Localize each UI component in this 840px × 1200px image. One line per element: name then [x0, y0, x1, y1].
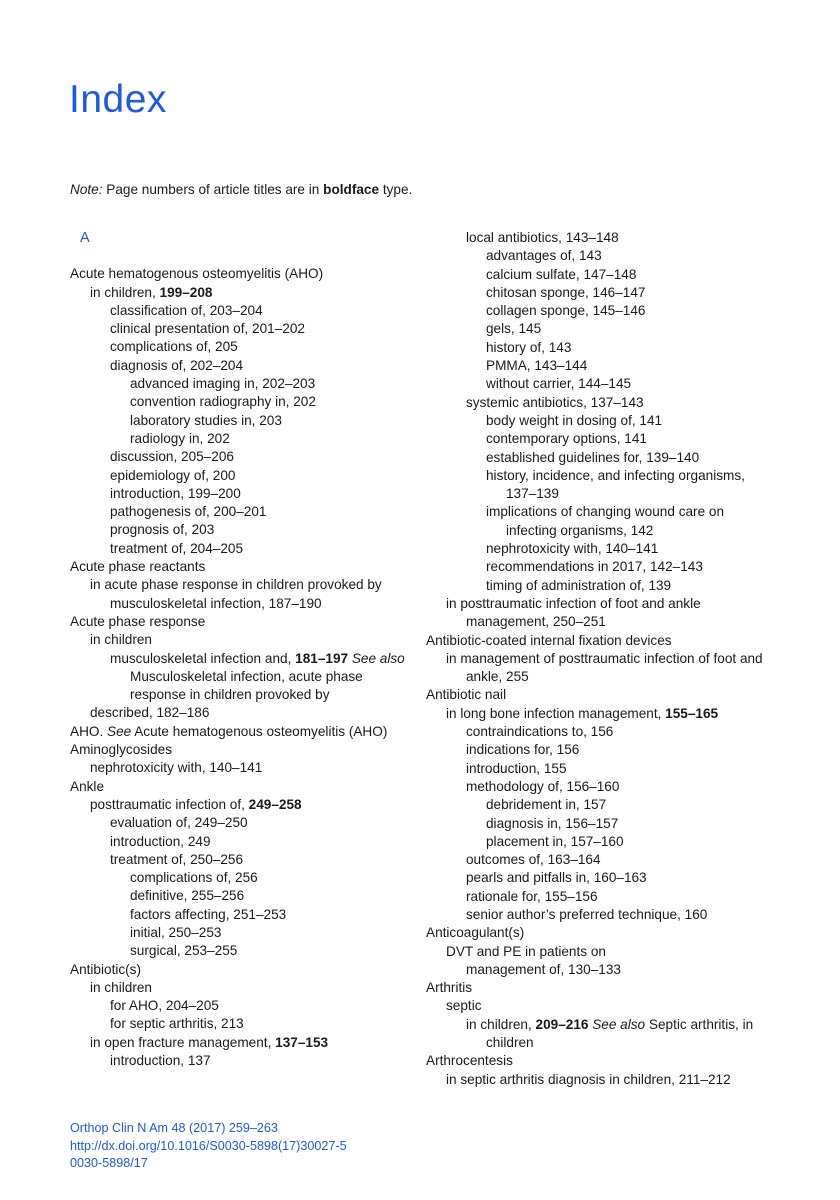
entry-text: Acute phase reactants [70, 559, 206, 575]
entry-text: contemporary options, 141 [486, 431, 647, 447]
index-entry [426, 869, 776, 887]
note-boldface: boldface [323, 182, 380, 197]
entry-text: Arthrocentesis [426, 1053, 513, 1069]
index-entry [426, 595, 776, 632]
index-note [70, 181, 412, 199]
index-entry [70, 887, 420, 905]
entry-text: calcium sulfate, 147–148 [486, 266, 637, 282]
index-entry [70, 704, 420, 722]
index-entry [426, 796, 776, 814]
index-entry [70, 942, 420, 960]
entry-text: radiology in, 202 [130, 430, 230, 446]
entry-text: Antibiotic-coated internal fixation devices [426, 632, 672, 648]
note-text-end: type. [382, 182, 413, 197]
index-entry [70, 1034, 420, 1052]
index-entry [426, 1016, 776, 1053]
entry-text: diagnosis of, 202–204 [110, 357, 244, 373]
entry-text: in children, [466, 1016, 536, 1032]
entry-text: senior author’s preferred technique, 160 [466, 906, 708, 922]
index-entry [426, 412, 776, 430]
entry-text: nephrotoxicity with, 140–141 [90, 760, 263, 776]
note-label: Note: [70, 182, 103, 197]
index-entry [70, 723, 420, 741]
index-entry [70, 448, 420, 466]
index-entry [70, 650, 420, 705]
index-entry [426, 943, 776, 961]
index-entry [426, 705, 776, 723]
index-entry [70, 393, 420, 411]
index-entry [426, 1052, 776, 1070]
index-entry [426, 997, 776, 1015]
index-entry [70, 613, 420, 631]
index-entry [70, 851, 420, 869]
index-entry [70, 1015, 420, 1033]
entry-text: complications of, 256 [130, 870, 258, 886]
page-range-bold: 199–208 [159, 284, 213, 300]
page-range-bold: 181–197 [295, 650, 349, 666]
entry-text: management of, 130–133 [466, 961, 621, 977]
index-entry [70, 869, 420, 887]
index-entry [426, 247, 776, 265]
entry-text: contraindications to, 156 [466, 724, 614, 740]
index-entry [426, 394, 776, 412]
entry-text: Acute phase response [70, 613, 206, 629]
index-entry [70, 979, 420, 997]
entry-text: implications of changing wound care on infecting organisms, 142 [486, 504, 725, 538]
index-entry [426, 449, 776, 467]
entry-text: introduction, 137 [110, 1053, 211, 1069]
entry-text: factors affecting, 251–253 [130, 906, 287, 922]
entry-text: collagen sponge, 145–146 [486, 303, 646, 319]
entry-text: in septic arthritis diagnosis in children, 211–212 [446, 1071, 731, 1087]
index-entry [70, 521, 420, 539]
index-entry [426, 577, 776, 595]
entry-text: posttraumatic infection of, [90, 796, 249, 812]
entry-text: systemic antibiotics, 137–143 [466, 394, 644, 410]
entry-text: described, 182–186 [90, 705, 210, 721]
index-entry [426, 302, 776, 320]
page-range-bold: 209–216 [535, 1016, 589, 1032]
entry-text: methodology of, 156–160 [466, 778, 620, 794]
entry-text: advantages of, 143 [486, 248, 602, 264]
entry-text: musculoskeletal infection and, [110, 650, 296, 666]
entry-text: placement in, 157–160 [486, 833, 624, 849]
index-entry [426, 961, 776, 979]
entry-text: septic [446, 998, 482, 1014]
index-column-left [70, 229, 420, 1070]
letter-heading: A [80, 230, 90, 246]
entry-text: evaluation of, 249–250 [110, 815, 248, 831]
index-entry [70, 375, 420, 393]
index-entry [70, 357, 420, 375]
index-entry [70, 631, 420, 649]
index-entry [70, 576, 420, 613]
index-entry [426, 686, 776, 704]
index-entry [426, 266, 776, 284]
index-entry [70, 759, 420, 777]
entry-text: pathogenesis of, 200–201 [110, 504, 267, 520]
index-entry [426, 540, 776, 558]
index-entry [426, 760, 776, 778]
index-entry [70, 558, 420, 576]
entry-text: AHO. [70, 723, 108, 739]
page-title: Index [69, 78, 167, 121]
note-text: Page numbers of article titles are in [106, 182, 320, 197]
index-entry [426, 741, 776, 759]
entry-text: prognosis of, 203 [110, 522, 215, 538]
index-entry [426, 430, 776, 448]
entry-text: in management of posttraumatic infection of foot and ankle, 255 [446, 650, 763, 685]
entry-text: for AHO, 204–205 [110, 998, 219, 1014]
index-entry [70, 540, 420, 558]
index-entry [426, 650, 776, 687]
entry-text: in acute phase response in children provoked by musculoskeletal infection, 187–190 [90, 577, 382, 611]
see-also: See also [351, 650, 405, 666]
index-entry [70, 265, 420, 283]
index-entry [70, 814, 420, 832]
entry-text: timing of administration of, 139 [486, 577, 672, 593]
index-entry [70, 997, 420, 1015]
index-column-right [426, 229, 776, 1089]
entry-text: rationale for, 155–156 [466, 888, 598, 904]
entry-text: PMMA, 143–144 [486, 358, 588, 374]
index-entry [426, 632, 776, 650]
entry-text: convention radiography in, 202 [130, 394, 316, 410]
entry-text: without carrier, 144–145 [486, 376, 632, 392]
page-range-bold: 155–165 [665, 705, 719, 721]
entry-text: DVT and PE in patients on [446, 943, 606, 959]
entry-text: surgical, 253–255 [130, 943, 238, 959]
index-entry [70, 467, 420, 485]
page-range-bold: 249–258 [248, 796, 302, 812]
entry-text: Ankle [70, 778, 105, 794]
entry-text: Acute hematogenous osteomyelitis (AHO) [70, 266, 324, 282]
entry-text: complications of, 205 [110, 339, 238, 355]
entry-text: history, incidence, and infecting organisms, 137–139 [486, 467, 745, 502]
entry-text: definitive, 255–256 [130, 888, 245, 904]
index-entry [426, 924, 776, 942]
entry-text: chitosan sponge, 146–147 [486, 284, 646, 300]
index-entry [70, 338, 420, 356]
entry-text: treatment of, 250–256 [110, 851, 244, 867]
entry-text: Septic arthritis, in children [486, 1016, 754, 1051]
right-entry-list [426, 229, 776, 1089]
index-entry [70, 833, 420, 851]
entry-text: for septic arthritis, 213 [110, 1016, 244, 1032]
index-entry [426, 320, 776, 338]
footer [70, 1120, 347, 1173]
entry-text: introduction, 199–200 [110, 485, 241, 501]
entry-text: in posttraumatic infection of foot and ankle management, 250–251 [446, 595, 701, 630]
entry-text: in children [90, 979, 152, 995]
page-range-bold: 137–153 [275, 1034, 329, 1050]
entry-text: gels, 145 [486, 321, 542, 337]
index-entry [70, 430, 420, 448]
entry-text: indications for, 156 [466, 742, 580, 758]
index-entry [426, 357, 776, 375]
entry-text: in open fracture management, [90, 1034, 276, 1050]
journal-citation: Orthop Clin N Am 48 (2017) 259–263 [70, 1121, 278, 1135]
entry-text: classification of, 203–204 [110, 302, 263, 318]
index-entry [70, 961, 420, 979]
index-entry [426, 833, 776, 851]
entry-text: Acute hematogenous osteomyelitis (AHO) [131, 723, 388, 739]
index-entry [426, 906, 776, 924]
index-entry [426, 339, 776, 357]
entry-text: outcomes of, 163–164 [466, 852, 601, 868]
entry-text: in children, [90, 284, 160, 300]
index-entry [426, 284, 776, 302]
entry-text: introduction, 249 [110, 833, 211, 849]
entry-text: Aminoglycosides [70, 742, 172, 758]
index-entry [70, 503, 420, 521]
entry-text: body weight in dosing of, 141 [486, 412, 663, 428]
index-entry [426, 229, 776, 247]
entry-text: advanced imaging in, 202–203 [130, 376, 316, 392]
entry-text: clinical presentation of, 201–202 [110, 321, 305, 337]
entry-text: initial, 250–253 [130, 924, 222, 940]
entry-text: established guidelines for, 139–140 [486, 449, 700, 465]
entry-text: nephrotoxicity with, 140–141 [486, 541, 659, 557]
entry-text: discussion, 205–206 [110, 449, 234, 465]
index-entry [70, 796, 420, 814]
index-entry [426, 467, 776, 504]
entry-text: epidemiology of, 200 [110, 467, 236, 483]
entry-text: history of, 143 [486, 339, 572, 355]
entry-text: treatment of, 204–205 [110, 540, 244, 556]
index-entry [426, 979, 776, 997]
entry-text: Antibiotic(s) [70, 961, 142, 977]
index-entry [70, 485, 420, 503]
index-entry [426, 375, 776, 393]
index-entry [70, 778, 420, 796]
entry-text: introduction, 155 [466, 760, 567, 776]
see-also: See also [592, 1016, 646, 1032]
index-entry [426, 778, 776, 796]
index-entry [70, 320, 420, 338]
entry-text: debridement in, 157 [486, 797, 607, 813]
index-entry [70, 284, 420, 302]
index-entry [426, 888, 776, 906]
index-entry [426, 851, 776, 869]
entry-text: in long bone infection management, [446, 705, 666, 721]
index-entry [70, 741, 420, 759]
index-entry [70, 906, 420, 924]
entry-text: Arthritis [426, 980, 473, 996]
index-entry [70, 302, 420, 320]
left-entry-list [70, 265, 420, 1070]
index-entry [70, 412, 420, 430]
index-entry [426, 1071, 776, 1089]
entry-text: Musculoskeletal infection, acute phase response in children provoked by [130, 668, 363, 703]
index-entry [70, 1052, 420, 1070]
entry-text: pearls and pitfalls in, 160–163 [466, 870, 647, 886]
index-entry [426, 503, 776, 540]
entry-text: laboratory studies in, 203 [130, 412, 282, 428]
entry-text: recommendations in 2017, 142–143 [486, 559, 703, 575]
index-entry [70, 924, 420, 942]
index-entry [426, 815, 776, 833]
issn: 0030-5898/17 [70, 1156, 148, 1170]
entry-text: Anticoagulant(s) [426, 925, 525, 941]
see-also: See [107, 723, 132, 739]
index-entry [426, 723, 776, 741]
doi-link[interactable]: http://dx.doi.org/10.1016/S0030-5898(17)30027-5 [70, 1138, 347, 1153]
index-entry [426, 558, 776, 576]
entry-text: Antibiotic nail [426, 687, 507, 703]
entry-text: local antibiotics, 143–148 [466, 230, 619, 245]
entry-text: in children [90, 632, 152, 648]
entry-text: diagnosis in, 156–157 [486, 815, 619, 831]
